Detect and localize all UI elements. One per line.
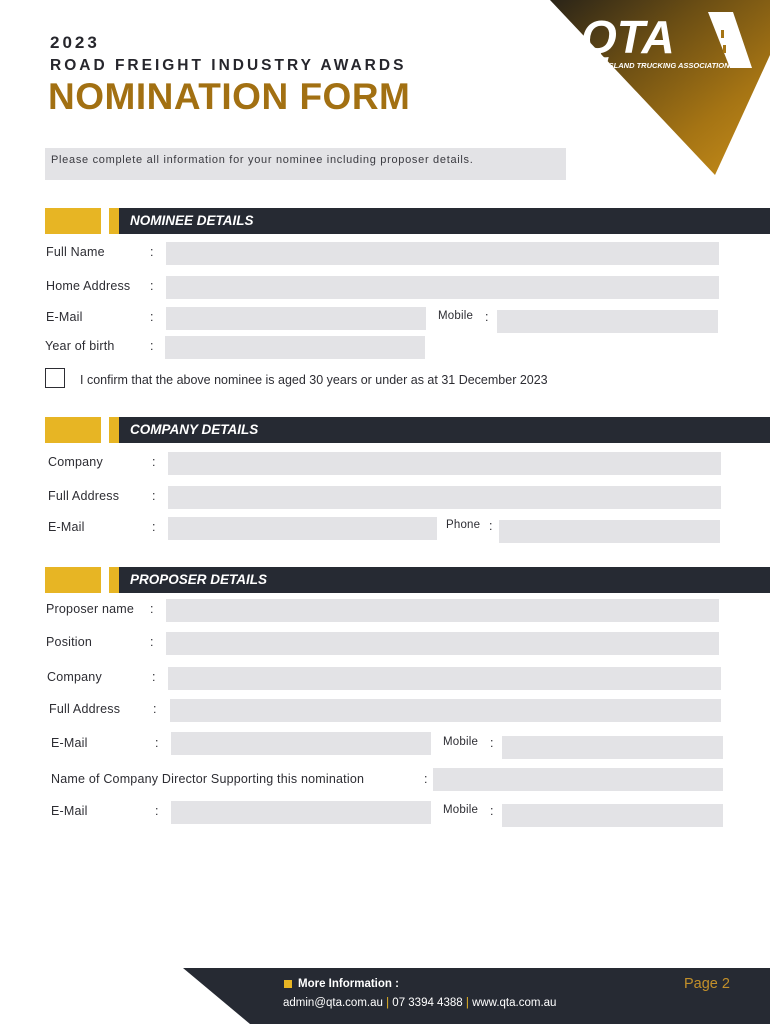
logo-text: QTA bbox=[581, 11, 675, 63]
footer-phone: 07 3394 4388 bbox=[392, 997, 463, 1009]
footer-contact bbox=[283, 997, 556, 1009]
label-colon: : bbox=[485, 310, 489, 324]
label-full-address: Full Address bbox=[49, 702, 121, 716]
label-colon: : bbox=[150, 339, 154, 353]
label-colon: : bbox=[489, 519, 493, 533]
nominee-email-field[interactable] bbox=[166, 307, 426, 330]
section-header-company bbox=[109, 417, 770, 443]
nominee-mobile-field[interactable] bbox=[497, 310, 718, 333]
label-phone: Phone bbox=[446, 519, 481, 531]
label-position: Position bbox=[46, 635, 93, 649]
label-colon: : bbox=[490, 736, 494, 750]
info-bullet-icon bbox=[284, 980, 292, 988]
proposer-address-field[interactable] bbox=[170, 699, 721, 722]
age-confirm-label: I confirm that the above nominee is aged 30 years or under as at 31 December 2023 bbox=[80, 373, 548, 387]
label-full-address: Full Address bbox=[48, 489, 120, 503]
qta-logo bbox=[581, 11, 752, 70]
label-colon: : bbox=[150, 310, 154, 324]
company-phone-field[interactable] bbox=[499, 520, 720, 543]
director-email-field[interactable] bbox=[171, 801, 431, 824]
label-full-name: Full Name bbox=[46, 245, 105, 259]
nominee-home-address-field[interactable] bbox=[166, 276, 719, 299]
award-year: 2023 bbox=[50, 33, 100, 52]
nominee-year-of-birth-field[interactable] bbox=[165, 336, 425, 359]
footer-email-link[interactable]: admin@qta.com.au bbox=[283, 997, 383, 1009]
section-title-proposer: PROPOSER DETAILS bbox=[130, 572, 268, 587]
director-name-field[interactable] bbox=[433, 768, 723, 791]
label-email: E-Mail bbox=[46, 310, 83, 324]
director-mobile-field[interactable] bbox=[502, 804, 723, 827]
section-marker bbox=[45, 208, 101, 234]
intro-note: Please complete all information for your nominee including proposer details. bbox=[45, 148, 566, 180]
section-title-company: COMPANY DETAILS bbox=[130, 422, 259, 437]
label-year-of-birth: Year of birth bbox=[45, 339, 115, 353]
label-mobile: Mobile bbox=[443, 736, 479, 748]
page-title: NOMINATION FORM bbox=[48, 76, 411, 117]
proposer-company-field[interactable] bbox=[168, 667, 721, 690]
proposer-name-field[interactable] bbox=[166, 599, 719, 622]
footer-divider: | bbox=[465, 997, 469, 1009]
label-director-name: Name of Company Director Supporting this nomination bbox=[51, 772, 365, 786]
label-colon: : bbox=[155, 736, 159, 750]
footer-website-link[interactable]: www.qta.com.au bbox=[472, 997, 557, 1009]
label-home-address: Home Address bbox=[46, 279, 131, 293]
page-number: Page 2 bbox=[684, 976, 730, 992]
age-confirm-checkbox[interactable] bbox=[45, 368, 65, 388]
label-colon: : bbox=[150, 635, 154, 649]
label-colon: : bbox=[152, 670, 156, 684]
section-header-proposer bbox=[109, 567, 770, 593]
proposer-email-field[interactable] bbox=[171, 732, 431, 755]
label-email: E-Mail bbox=[48, 520, 85, 534]
label-company: Company bbox=[48, 455, 103, 469]
section-marker bbox=[45, 567, 101, 593]
label-colon: : bbox=[150, 279, 154, 293]
label-colon: : bbox=[150, 245, 154, 259]
label-email: E-Mail bbox=[51, 804, 88, 818]
label-proposer-name: Proposer name bbox=[46, 602, 135, 616]
label-colon: : bbox=[152, 489, 156, 503]
label-email: E-Mail bbox=[51, 736, 88, 750]
label-colon: : bbox=[153, 702, 157, 716]
company-address-field[interactable] bbox=[168, 486, 721, 509]
proposer-mobile-field[interactable] bbox=[502, 736, 723, 759]
company-name-field[interactable] bbox=[168, 452, 721, 475]
label-colon: : bbox=[152, 520, 156, 534]
label-mobile: Mobile bbox=[443, 804, 479, 816]
footer-band bbox=[0, 964, 770, 1024]
label-colon: : bbox=[490, 804, 494, 818]
company-email-field[interactable] bbox=[168, 517, 437, 540]
label-colon: : bbox=[424, 772, 428, 786]
section-marker bbox=[45, 417, 101, 443]
logo-tagline: QUEENSLAND TRUCKING ASSOCIATION bbox=[582, 61, 730, 70]
label-colon: : bbox=[155, 804, 159, 818]
section-header-nominee bbox=[109, 208, 770, 234]
section-title-nominee: NOMINEE DETAILS bbox=[130, 213, 254, 228]
label-company: Company bbox=[47, 670, 102, 684]
label-mobile: Mobile bbox=[438, 310, 474, 322]
nominee-full-name-field[interactable] bbox=[166, 242, 719, 265]
label-colon: : bbox=[152, 455, 156, 469]
footer-divider: | bbox=[386, 997, 390, 1009]
more-info-label: More Information : bbox=[298, 978, 399, 990]
award-subtitle: ROAD FREIGHT INDUSTRY AWARDS bbox=[50, 57, 407, 74]
label-colon: : bbox=[150, 602, 154, 616]
proposer-position-field[interactable] bbox=[166, 632, 719, 655]
